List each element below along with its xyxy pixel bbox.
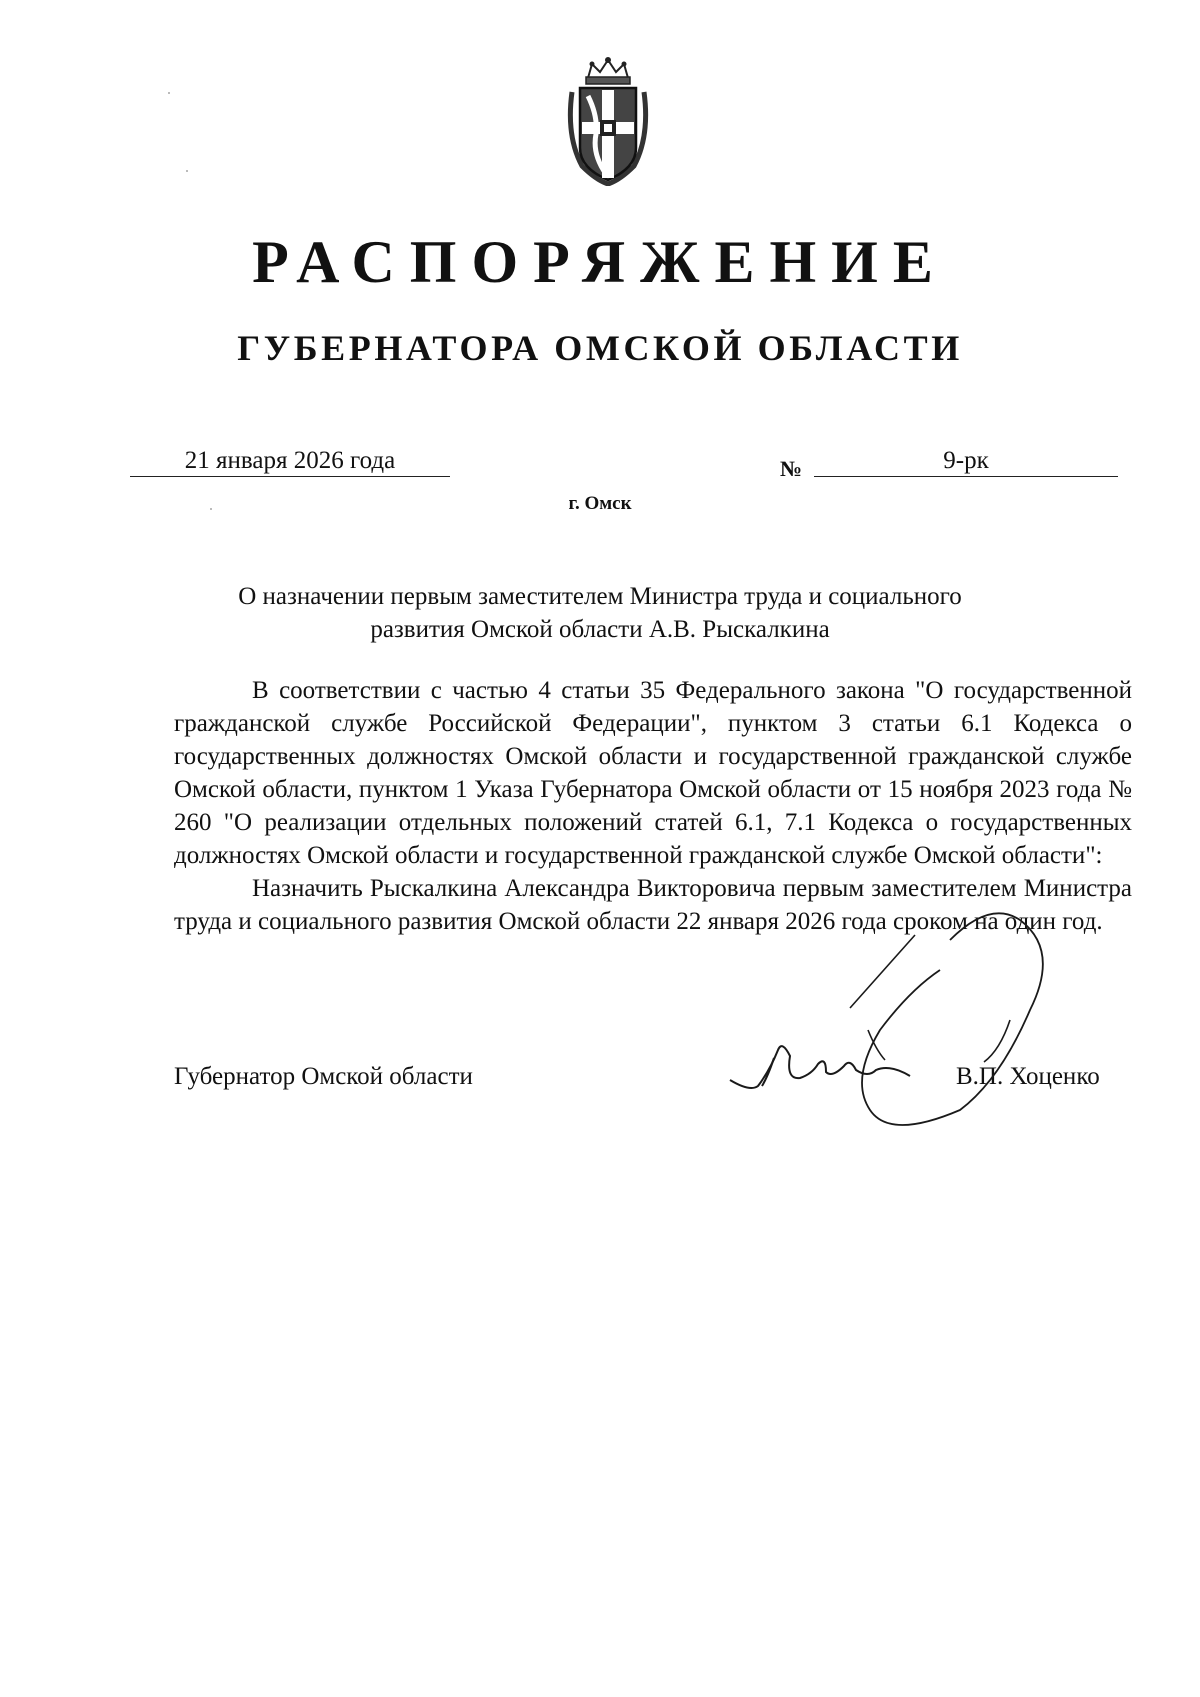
date-underline xyxy=(130,476,450,477)
handwritten-signature-icon xyxy=(700,880,1080,1130)
scan-speck xyxy=(168,92,170,94)
heading-line-2: развития Омской области А.В. Рыскалкина xyxy=(370,616,830,643)
number-sign: № xyxy=(780,456,803,481)
document-number: 9-рк xyxy=(943,447,989,474)
signer-title: Губернатор Омской области xyxy=(174,1063,473,1090)
number-underline xyxy=(814,476,1118,477)
body-paragraph-2: Назначить Рыскалкина Александра Викторовича первым заместителем Министра труда и социального развития Омской области 22 января 2026 года сроком на один год. xyxy=(174,875,1132,935)
document-city: г. Омск xyxy=(568,493,632,514)
document-heading xyxy=(180,580,1020,646)
document-date: 21 января 2026 года xyxy=(184,447,396,474)
scan-speck xyxy=(210,508,212,510)
omsk-coat-of-arms-emblem-icon xyxy=(562,56,654,186)
signer-name: В.П. Хоценко xyxy=(956,1063,1100,1090)
document-subtitle: ГУБЕРНАТОРА ОМСКОЙ ОБЛАСТИ xyxy=(237,328,963,368)
scan-speck xyxy=(186,170,188,172)
heading-line-1: О назначении первым заместителем Министра труда и социального xyxy=(238,583,962,610)
body-paragraph-1: В соответствии с частью 4 статьи 35 Федерального закона "О государственной гражданской службе Российской Федерации", пунктом 3 статьи 6.1 Кодекса о государственных должностях Омской области и государственной гражданской службе Омской области, пунктом 1 Указа Губернатора Омской области от 15 ноября 2023 года № 260 "О реализации отдельных положений статей 6.1, 7.1 Кодекса о государственных должностях Омской области и государственной гражданской службе Омской области": xyxy=(174,677,1132,869)
document-title: РАСПОРЯЖЕНИЕ xyxy=(252,229,948,295)
